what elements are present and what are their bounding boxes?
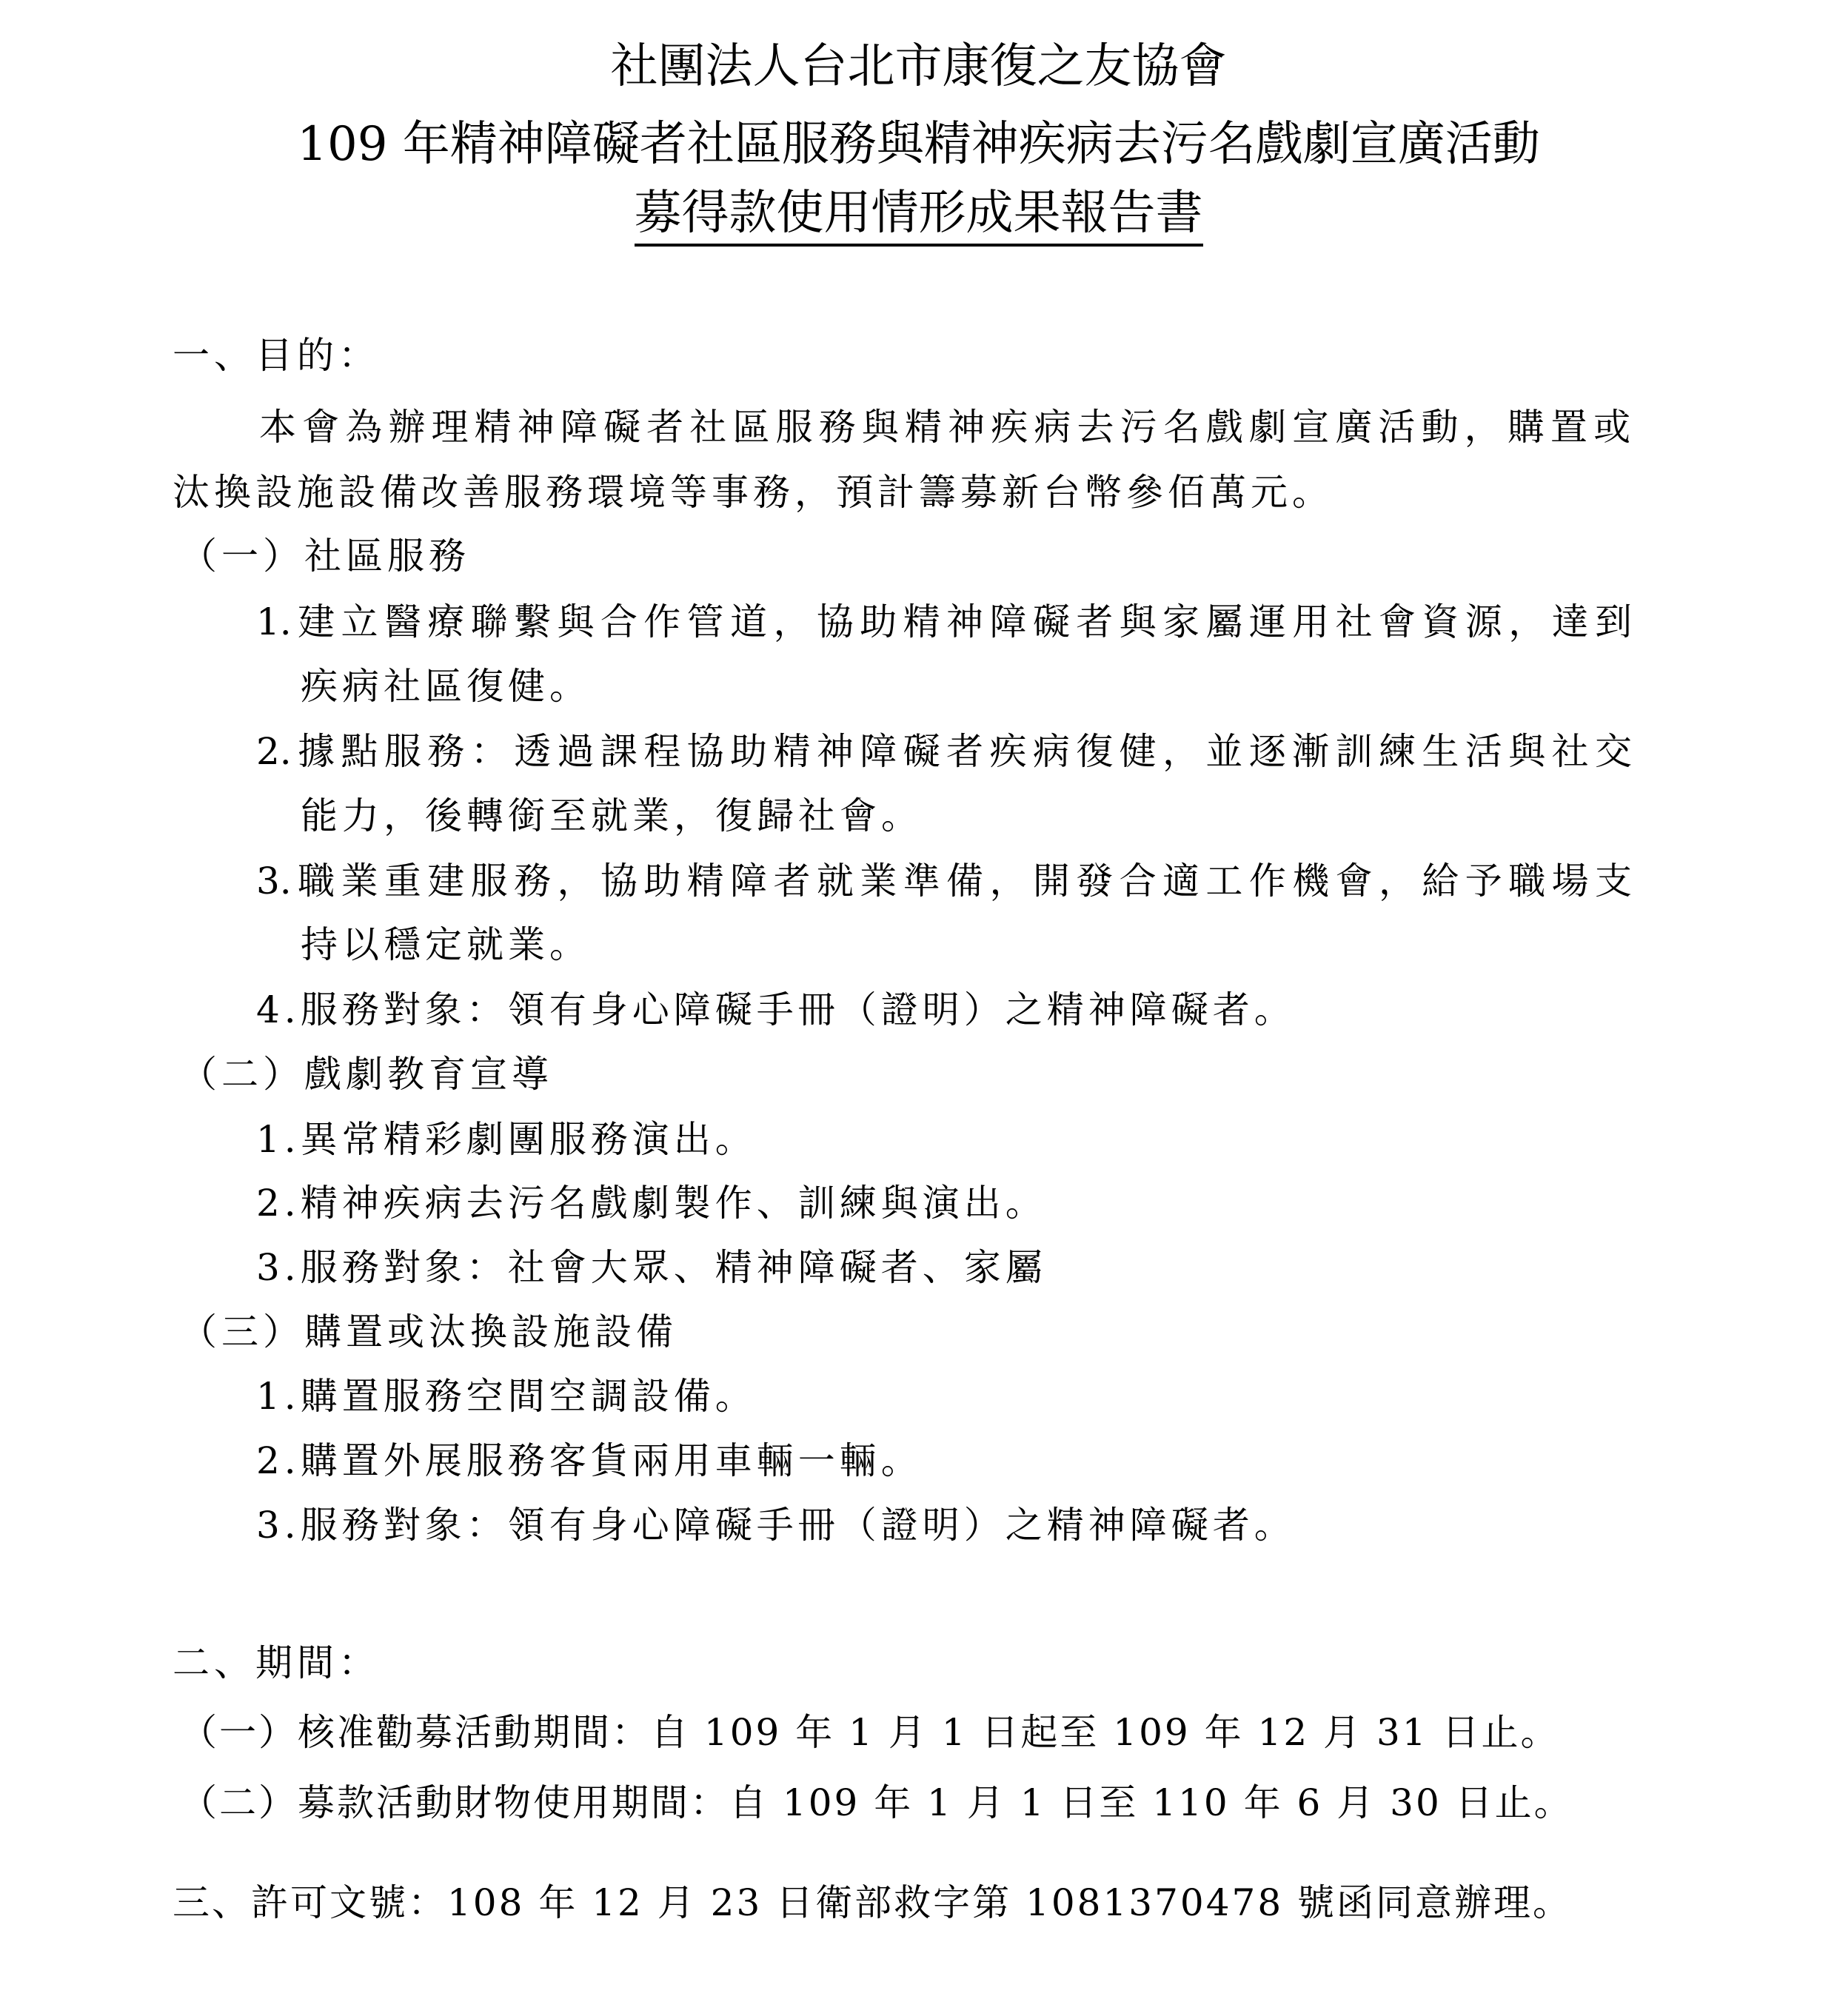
section2-item1: （一）核准勸募活動期間：自 109 年 1 月 1 日起至 109 年 12 月 31 日止。 — [180, 1711, 1560, 1754]
org-title: 社團法人台北市康復之友協會 — [610, 39, 1227, 94]
project-title: 109 年精神障礙者社區服務與精神疾病去污名戲劇宣廣活動 — [297, 117, 1540, 172]
sub1-item1-line2: 疾病社區復健。 — [301, 665, 591, 708]
report-title-text: 募得款使用情形成果報告書 — [635, 186, 1203, 247]
section1-intro-line2: 汰換設施設備改善服務環境等事務，預計籌募新台幣參佰萬元。 — [173, 471, 1334, 514]
section2-heading: 二、期間： — [173, 1641, 380, 1684]
section2-item2: （二）募款活動財物使用期間：自 109 年 1 月 1 日至 110 年 6 月 30 日止。 — [180, 1781, 1573, 1824]
sub2-item2: 2.精神疾病去污名戲劇製作、訓練與演出。 — [256, 1182, 1047, 1225]
sub1-item1-line1: 1.建立醫療聯繫與合作管道，協助精神障礙者與家屬運用社會資源，達到 — [256, 600, 1632, 643]
subsection2-heading: （二）戲劇教育宣導 — [180, 1053, 553, 1096]
sub1-item2-line2: 能力，後轉銜至就業，復歸社會。 — [301, 794, 923, 837]
section1-heading: 一、目的： — [173, 334, 380, 377]
sub3-item1: 1.購置服務空間空調設備。 — [256, 1375, 757, 1418]
sub1-item4: 4.服務對象：領有身心障礙手冊（證明）之精神障礙者。 — [256, 988, 1296, 1031]
sub1-item2-line1: 2.據點服務：透過課程協助精神障礙者疾病復健，並逐漸訓練生活與社交 — [256, 730, 1632, 773]
section1-intro-line1: 本會為辦理精神障礙者社區服務與精神疾病去污名戲劇宣廣活動，購置或 — [259, 406, 1630, 449]
report-title — [0, 184, 1837, 243]
sub3-item2: 2.購置外展服務客貨兩用車輛一輛。 — [256, 1439, 923, 1482]
sub2-item1: 1.異常精彩劇團服務演出。 — [256, 1118, 757, 1161]
subsection1-heading: （一）社區服務 — [180, 535, 470, 577]
sub2-item3: 3.服務對象：社會大眾、精神障礙者、家屬 — [256, 1246, 1047, 1289]
sub3-item3: 3.服務對象：領有身心障礙手冊（證明）之精神障礙者。 — [256, 1504, 1296, 1547]
subsection3-heading: （三）購置或汰換設施設備 — [180, 1310, 677, 1353]
sub1-item3-line2: 持以穩定就業。 — [301, 923, 591, 966]
sub1-item3-line1: 3.職業重建服務，協助精障者就業準備，開發合適工作機會，給予職場支 — [256, 860, 1632, 902]
section3-permit: 三、許可文號：108 年 12 月 23 日衛部救字第 1081370478 號函同意辦理。 — [173, 1881, 1573, 1924]
